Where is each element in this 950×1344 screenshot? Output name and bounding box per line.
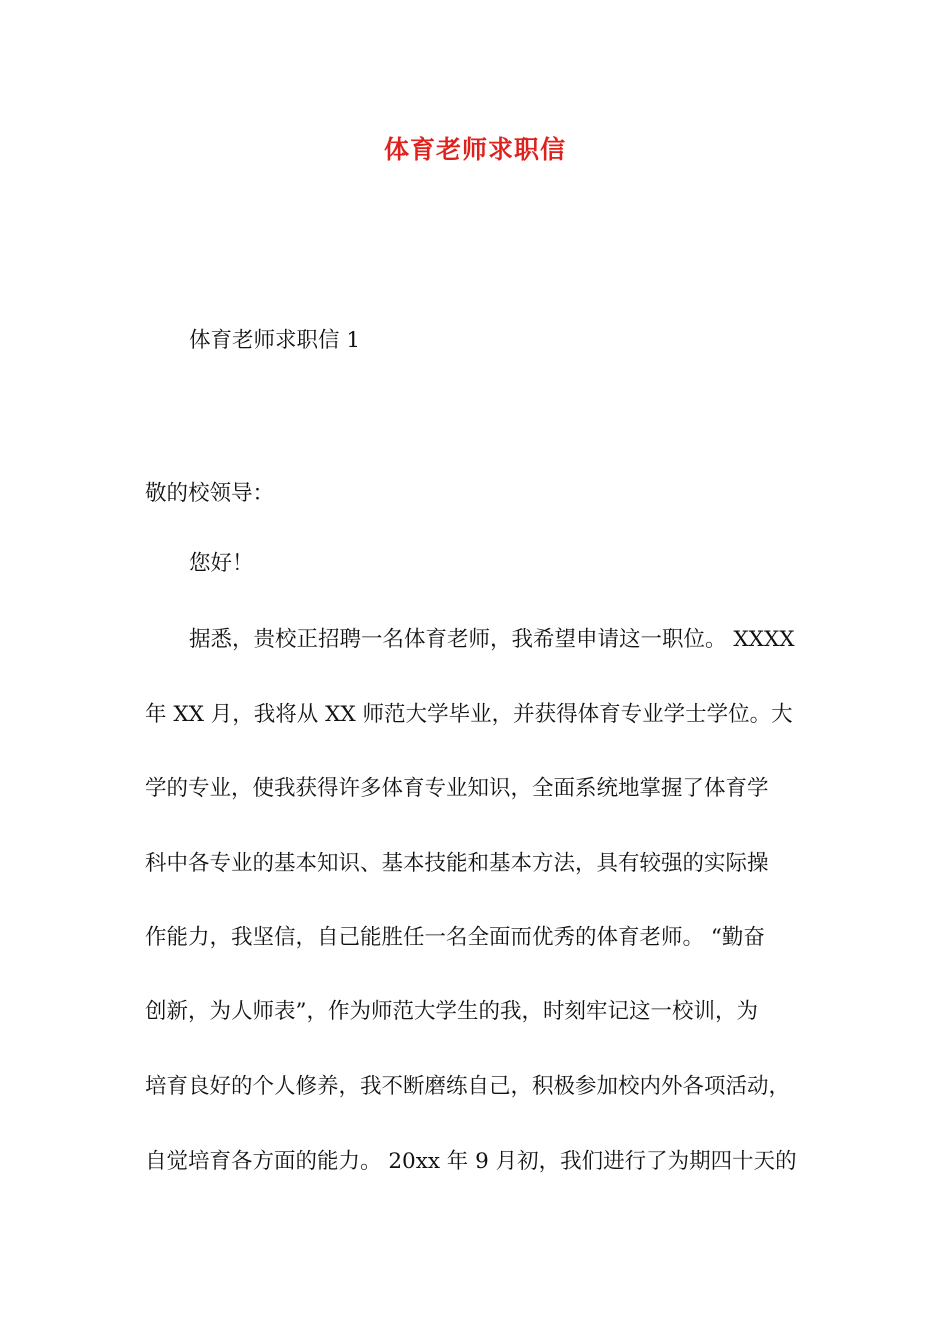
body-line: 培育良好的个人修养，我不断磨练自己，积极参加校内外各项活动，: [145, 1074, 791, 1099]
body-line: 科中各专业的基本知识、基本技能和基本方法，具有较强的实际操: [145, 851, 769, 876]
greeting: 您好！: [189, 551, 254, 576]
body-line: 年 XX 月，我将从 XX 师范大学毕业，并获得体育专业学士学位。大: [145, 702, 793, 727]
body-line: 作能力，我坚信，自己能胜任一名全面而优秀的体育老师。 “勤奋: [145, 925, 765, 950]
salutation: 敬的校领导：: [145, 481, 275, 506]
body-line: 自觉培育各方面的能力。 20xx 年 9 月初，我们进行了为期四十天的: [145, 1149, 797, 1174]
document-title: 体育老师求职信: [383, 135, 566, 164]
letter-subheading: 体育老师求职信 1: [189, 328, 361, 353]
body-line: 学的专业，使我获得许多体育专业知识，全面系统地掌握了体育学: [145, 776, 769, 801]
body-line: 创新，为人师表”，作为师范大学生的我，时刻牢记这一校训，为: [145, 999, 758, 1024]
body-line: 据悉，贵校正招聘一名体育老师，我希望申请这一职位。 XXXX: [189, 627, 795, 652]
